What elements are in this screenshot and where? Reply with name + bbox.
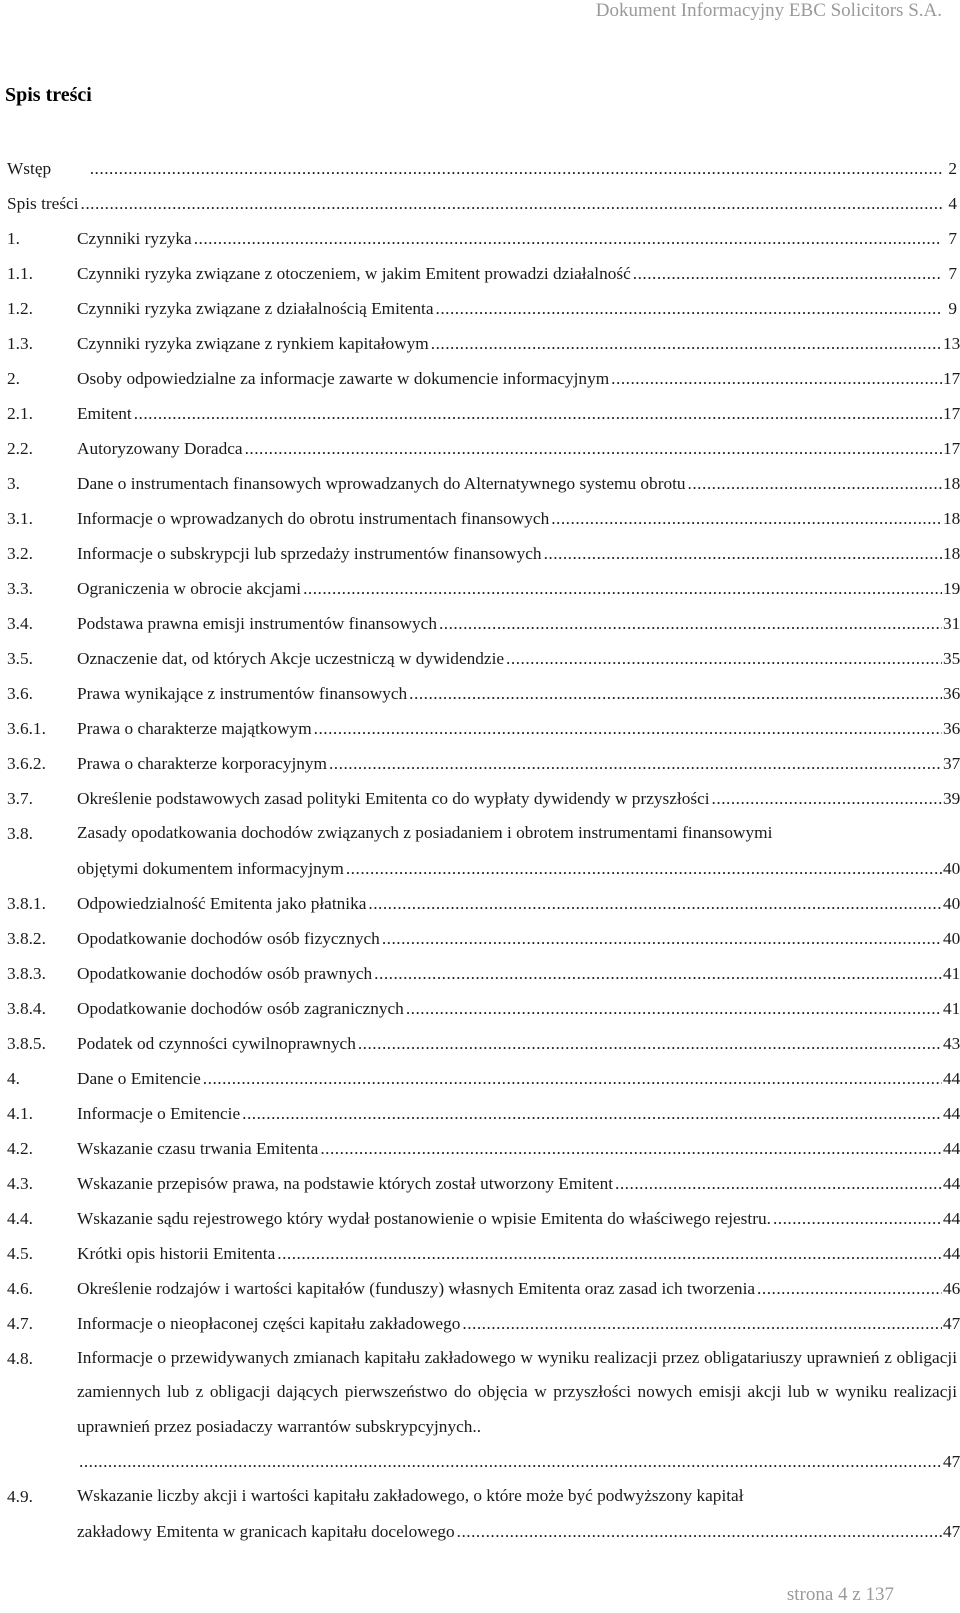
toc-entry-page: 7 [948, 264, 957, 283]
toc-entry-label: Wskazanie przepisów prawa, na podstawie których został utworzony Emitent [77, 1173, 614, 1193]
toc-entry-body [77, 886, 960, 921]
toc-entry-page: 4 [948, 194, 957, 213]
toc-entry-leader [439, 606, 942, 641]
toc-entry[interactable] [7, 956, 960, 991]
toc-entry-page: 35 [943, 649, 960, 668]
toc-entry[interactable] [7, 536, 960, 571]
toc-entry-leader [506, 641, 942, 676]
toc-entry[interactable] [7, 256, 957, 291]
toc-entry-leader [406, 991, 942, 1026]
toc-entry-number: 3.8.4. [7, 998, 46, 1018]
toc-entry-leader [79, 1444, 942, 1479]
toc-entry-label: Informacje o subskrypcji lub sprzedaży instrumentów finansowych [77, 544, 542, 563]
toc-entry[interactable] [7, 1061, 960, 1096]
toc-entry-page: 44 [943, 1208, 960, 1228]
toc-entry[interactable] [7, 886, 960, 921]
toc-entry-leader [90, 151, 942, 186]
toc-entry-body [77, 956, 960, 991]
toc-entry[interactable] [7, 816, 960, 886]
toc-entry[interactable] [7, 1131, 960, 1166]
toc-entry-page: 47 [943, 1452, 960, 1471]
toc-entry-number: 3.6.2. [7, 754, 46, 773]
toc-entry-number: 3.2. [7, 544, 33, 563]
toc-entry-number: 3.4. [7, 614, 33, 633]
toc-entry-body [77, 466, 960, 501]
toc-entry-label: Opodatkowanie dochodów osób prawnych [77, 963, 373, 983]
toc-entry-body [77, 1061, 960, 1096]
toc-entry-number: 1. [7, 229, 20, 248]
toc-entry-leader [245, 431, 942, 466]
toc-entry-leader [615, 1166, 942, 1201]
toc-entry-body [77, 746, 960, 781]
toc-entry-label: Wskazanie sądu rejestrowego który wydał postanowienie o wpisie Emitenta do właściwego rejestru. [77, 1208, 771, 1228]
page-footer: strona 4 z 137 [786, 1584, 894, 1605]
toc-entry-leader [551, 501, 942, 536]
page-title: Spis treści [5, 84, 92, 106]
toc-entry-lastline [77, 1444, 960, 1479]
toc-entry[interactable] [7, 1026, 960, 1061]
toc-entry-page: 17 [943, 439, 960, 458]
toc-entry[interactable] [7, 221, 957, 256]
toc-entry[interactable] [7, 151, 957, 186]
toc-entry-leader [203, 1061, 942, 1096]
toc-entry-label: Informacje o wprowadzanych do obrotu instrumentach finansowych [77, 509, 550, 528]
toc-entry-page: 44 [943, 1138, 960, 1158]
toc-entry-label: Oznaczenie dat, od których Akcje uczestniczą w dywidendzie [77, 649, 505, 668]
toc-entry-label: Zasady opodatkowania dochodów związanych z posiadaniem i obrotem instrumentami finansowymi [77, 823, 773, 842]
toc-entry-leader [431, 326, 942, 361]
toc-entry-page: 36 [943, 719, 960, 738]
toc-entry-page: 17 [943, 404, 960, 423]
toc-entry-body [77, 1026, 960, 1061]
toc-entry-page: 47 [943, 1521, 960, 1541]
toc-entry-body [7, 151, 957, 186]
toc-entry-label: Określenie podstawowych zasad polityki Emitenta co do wypłaty dywidendy w przyszłości [77, 789, 710, 808]
toc-entry-number: 3. [7, 474, 20, 493]
toc-entry-label: Informacje o przewidywanych zmianach kapitału zakładowego w wyniku realizacji przez obligatariuszy uprawnień z obligacji zamiennych lub z obligacji dających pierwszeństwo do objęcia w przyszłości nowych emisji akcji lub w wyniku realizacji uprawnień przez posiadaczy warrantów subskrypcyjnych.. [77, 1347, 957, 1436]
toc-entry-leader [462, 1306, 942, 1341]
toc-entry-body [77, 326, 960, 361]
toc-entry-leader [277, 1236, 942, 1271]
toc-entry-number: 1.2. [7, 299, 33, 318]
toc-entry-number: 4.2. [7, 1138, 33, 1158]
toc-entry[interactable] [7, 781, 960, 816]
toc-entry-label: Określenie rodzajów i wartości kapitałów (funduszy) własnych Emitenta oraz zasad ich tworzenia [77, 1278, 756, 1298]
toc-entry-number: 3.8.1. [7, 893, 46, 913]
toc-entry[interactable] [7, 326, 960, 361]
toc-entry-leader [329, 746, 942, 781]
toc-entry-body [77, 291, 957, 326]
toc-entry-label: Czynniki ryzyka związane z otoczeniem, w jakim Emitent prowadzi działalność [77, 264, 631, 283]
toc-entry-number: 3.5. [7, 649, 33, 668]
toc-entry-page: 36 [943, 684, 960, 703]
toc-entry[interactable] [7, 991, 960, 1026]
toc-entry-leader [314, 711, 942, 746]
toc-entry-label: Wskazanie liczby akcji i wartości kapitału zakładowego, o które może być podwyższony kapitał [77, 1486, 744, 1505]
toc-entry-body [77, 781, 960, 816]
toc-entry-number: 2.2. [7, 439, 33, 458]
toc-entry-label: Autoryzowany Doradca [77, 439, 243, 458]
toc-entry-page: 47 [943, 1313, 960, 1333]
toc-entry-label: Odpowiedzialność Emitenta jako płatnika [77, 893, 367, 913]
toc-entry-leader [134, 396, 942, 431]
toc-entry-page: 9 [948, 299, 957, 318]
toc-entry-body [77, 991, 960, 1026]
toc-entry-number: 3.8.5. [7, 1033, 46, 1053]
toc-entry[interactable] [7, 466, 960, 501]
toc-entry-page: 44 [943, 1173, 960, 1193]
toc-entry-leader [242, 1096, 942, 1131]
toc-entry-page: 18 [943, 544, 960, 563]
toc-entry-label: Krótki opis historii Emitenta [77, 1243, 276, 1263]
toc-entry-leader [773, 1201, 942, 1236]
toc-entry-body [77, 536, 960, 571]
toc-entry-label: Wstęp [7, 159, 52, 178]
toc-entry[interactable] [7, 361, 960, 396]
toc-entry-leader [457, 1514, 942, 1549]
toc-entry-label: Osoby odpowiedzialne za informacje zawarte w dokumencie informacyjnym [77, 369, 610, 388]
toc-entry-leader [382, 921, 942, 956]
toc-entry[interactable] [7, 501, 960, 536]
toc-entry-leader [688, 466, 942, 501]
toc-entry-label: Czynniki ryzyka związane z rynkiem kapitałowym [77, 334, 429, 353]
toc-entry-label: Dane o instrumentach finansowych wprowadzanych do Alternatywnego systemu obrotu [77, 474, 686, 493]
toc-entry-page: 19 [943, 579, 960, 598]
toc-entry-leader [346, 851, 942, 886]
toc-entry[interactable] [7, 1306, 960, 1341]
toc-entry-leader [633, 256, 942, 291]
toc-entry[interactable] [7, 186, 957, 221]
toc-entry[interactable] [7, 1201, 960, 1236]
toc-entry-number: 4.5. [7, 1243, 33, 1263]
toc-entry-label-end: objętymi dokumentem informacyjnym [77, 858, 344, 878]
toc-entry-number: 3.8. [7, 824, 33, 843]
toc-entry-body [77, 1271, 960, 1306]
toc-entry-body [77, 256, 957, 291]
toc-entry[interactable] [7, 711, 960, 746]
toc-entry-label: Opodatkowanie dochodów osób zagranicznych [77, 998, 404, 1018]
toc-entry-page: 13 [943, 334, 960, 353]
toc-entry-label: Podatek od czynności cywilnoprawnych [77, 1033, 356, 1053]
toc-entry-number: 3.6. [7, 684, 33, 703]
toc-entry-leader [358, 1026, 942, 1061]
toc-entry-label: Prawa wynikające z instrumentów finansowych [77, 684, 408, 703]
toc-entry[interactable] [7, 291, 957, 326]
toc-entry-body [77, 361, 960, 396]
toc-entry-body [77, 606, 960, 641]
toc-entry-body [77, 1306, 960, 1341]
toc-entry-leader [368, 886, 942, 921]
toc-entry-leader [436, 291, 942, 326]
toc-entry-number: 2. [7, 369, 20, 388]
toc-entry-body [77, 1096, 960, 1131]
toc-entry-page: 31 [943, 614, 960, 633]
toc-entry-label: Opodatkowanie dochodów osób fizycznych [77, 928, 380, 948]
toc-entry-leader [374, 956, 942, 991]
toc-entry-label: Wskazanie czasu trwania Emitenta [77, 1138, 319, 1158]
toc-entry-label: Prawa o charakterze majątkowym [77, 719, 312, 738]
toc-entry-body [77, 1236, 960, 1271]
toc-entry-label-end: zakładowy Emitenta w granicach kapitału docelowego [77, 1521, 455, 1541]
toc-entry-number: 4.1. [7, 1103, 33, 1123]
toc-entry-page: 37 [943, 754, 960, 773]
toc-entry-number: 4.4. [7, 1208, 33, 1228]
toc-entry-page: 40 [943, 928, 960, 948]
toc-entry-leader [303, 571, 942, 606]
toc-entry-number: 1.3. [7, 334, 33, 353]
toc-entry-body [77, 816, 960, 886]
toc-entry-body [77, 1341, 960, 1480]
toc-entry-page: 17 [943, 369, 960, 388]
toc-entry-leader [712, 781, 942, 816]
toc-entry[interactable] [7, 1479, 960, 1549]
toc-entry-leader [544, 536, 942, 571]
toc-entry-number: 4.3. [7, 1173, 33, 1193]
toc-entry-page: 2 [948, 159, 957, 178]
toc-entry-label: Dane o Emitencie [77, 1068, 201, 1088]
toc-entry-leader [409, 676, 942, 711]
toc-entry-page: 41 [943, 998, 960, 1018]
toc-entry-number: 1.1. [7, 264, 33, 283]
toc-entry-leader [757, 1271, 942, 1306]
toc-entry-body [7, 186, 957, 221]
toc-entry-number: 3.6.1. [7, 719, 46, 738]
toc-entry[interactable] [7, 641, 960, 676]
toc-entry[interactable] [7, 1166, 960, 1201]
table-of-contents [7, 151, 960, 1549]
toc-entry-number: 2.1. [7, 404, 33, 423]
toc-entry-number: 3.8.3. [7, 963, 46, 983]
toc-entry[interactable] [7, 571, 960, 606]
toc-entry-page: 7 [948, 229, 957, 248]
toc-entry[interactable] [7, 1341, 960, 1480]
toc-entry-number: 4.8. [7, 1348, 33, 1368]
toc-entry[interactable] [7, 676, 960, 711]
toc-entry-body [77, 1201, 960, 1236]
toc-entry-label: Informacje o nieopłaconej części kapitału zakładowego [77, 1313, 461, 1333]
toc-entry-body [77, 501, 960, 536]
toc-entry-label: Czynniki ryzyka związane z działalnością Emitenta [77, 299, 434, 318]
toc-entry[interactable] [7, 921, 960, 956]
toc-entry[interactable] [7, 396, 960, 431]
toc-entry-body [77, 571, 960, 606]
toc-entry-leader [611, 361, 942, 396]
toc-entry-body [77, 1479, 960, 1549]
toc-entry-number: 4.9. [7, 1487, 33, 1506]
toc-entry-body [77, 676, 960, 711]
toc-entry-label: Ograniczenia w obrocie akcjami [77, 579, 302, 598]
toc-entry[interactable] [7, 1096, 960, 1131]
toc-entry-number: 3.1. [7, 509, 33, 528]
toc-entry-leader [194, 221, 942, 256]
toc-entry-page: 44 [943, 1068, 960, 1088]
toc-entry-number: 3.3. [7, 579, 33, 598]
toc-entry-page: 43 [943, 1033, 960, 1053]
toc-entry-page: 46 [943, 1278, 960, 1298]
toc-entry-number: 3.8.2. [7, 928, 46, 948]
toc-entry-lastline [77, 851, 960, 886]
toc-entry-label: Emitent [77, 404, 132, 423]
toc-entry-number: 3.7. [7, 789, 33, 808]
toc-entry[interactable] [7, 746, 960, 781]
toc-entry-body [77, 921, 960, 956]
toc-entry-body [77, 641, 960, 676]
toc-entry-number: 4. [7, 1068, 20, 1088]
toc-entry-page: 44 [943, 1103, 960, 1123]
toc-entry-page: 41 [943, 963, 960, 983]
toc-entry-leader [81, 186, 942, 221]
toc-entry-body [77, 1131, 960, 1166]
toc-entry-number: 4.7. [7, 1313, 33, 1333]
toc-entry-lastline [77, 1514, 960, 1549]
toc-entry-body [77, 396, 960, 431]
toc-entry-label: Informacje o Emitencie [77, 1103, 241, 1123]
toc-entry-label: Czynniki ryzyka [77, 229, 192, 248]
toc-entry-body [77, 711, 960, 746]
toc-entry-body [77, 221, 957, 256]
toc-entry-body [77, 431, 960, 466]
toc-entry[interactable] [7, 1271, 960, 1306]
toc-entry-number: 4.6. [7, 1278, 33, 1298]
toc-entry-page: 18 [943, 474, 960, 493]
toc-entry[interactable] [7, 431, 960, 466]
toc-entry-page: 40 [943, 858, 960, 878]
toc-entry[interactable] [7, 1236, 960, 1271]
toc-entry-body [77, 1166, 960, 1201]
toc-entry-page: 40 [943, 893, 960, 913]
toc-entry-page: 18 [943, 509, 960, 528]
document-header: Dokument Informacyjny EBC Solicitors S.A. [595, 0, 942, 21]
toc-entry[interactable] [7, 606, 960, 641]
toc-entry-label: Spis treści [7, 194, 79, 213]
toc-entry-page: 39 [943, 789, 960, 808]
toc-entry-page: 44 [943, 1243, 960, 1263]
toc-entry-label: Podstawa prawna emisji instrumentów finansowych [77, 614, 437, 633]
toc-entry-label: Prawa o charakterze korporacyjnym [77, 754, 327, 773]
toc-entry-leader [320, 1131, 942, 1166]
